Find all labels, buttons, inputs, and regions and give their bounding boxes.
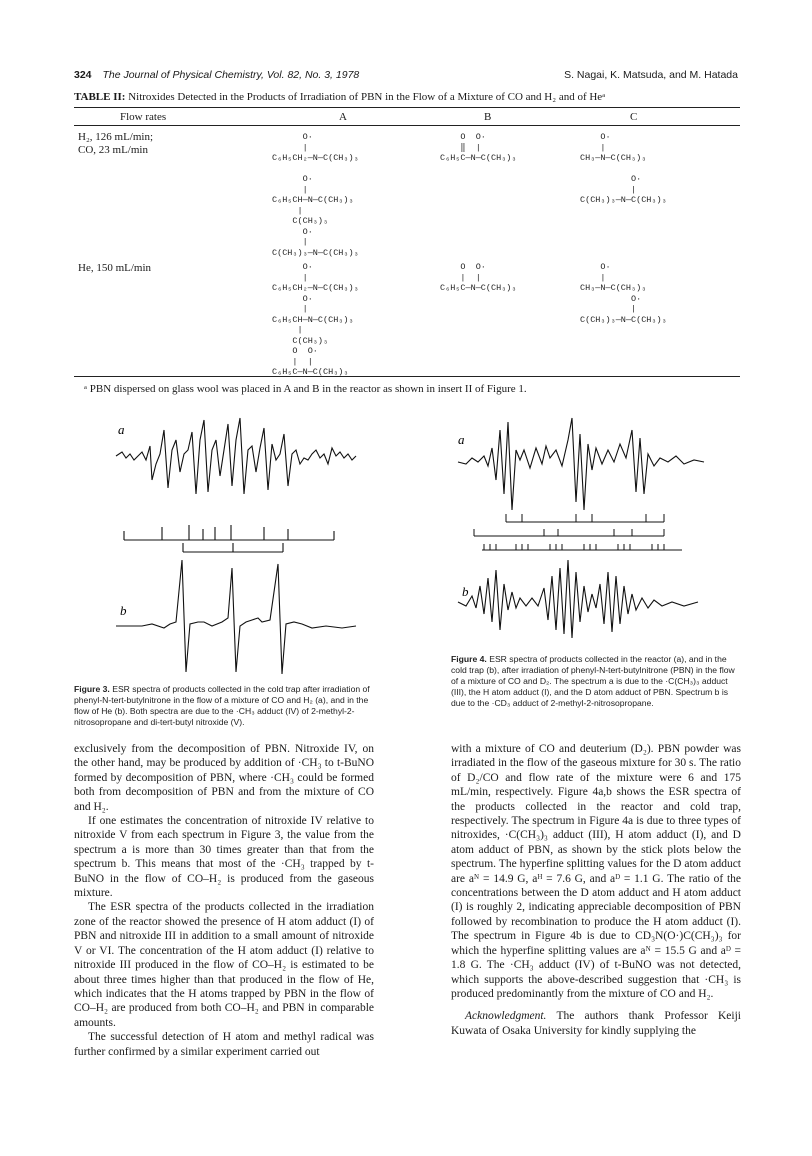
figure-3-spectrum-b — [116, 560, 356, 674]
acknowledgment-paragraph — [451, 1009, 741, 1038]
paragraph: If one estimates the concentration of nitroxide IV relative to nitroxide V from each spectrum in Figure 3, the value from the spectrum a is more than 30 times greater than that from the spectrum b. This means that most of the ·CH₃ trapped by t-BuNO in the flow of CO–H₂ is produced from the gaseous mixture. — [74, 815, 374, 900]
table-top-rule — [74, 107, 740, 108]
table-label: TABLE II: — [74, 91, 126, 103]
figure-4-caption-label: Figure 4. — [451, 654, 487, 664]
figure-3-spectrum-a — [116, 418, 356, 494]
table-cell-structure-c: O· | CH₃—N—C(CH₃)₃ O· | C(CH₃)₃—N—C(CH₃)₃ — [580, 262, 667, 325]
figure-3-label-b: b — [120, 603, 127, 618]
table-cell-structure-b: O O· | | C₆H₅C—N—C(CH₃)₃ — [440, 262, 517, 293]
figure-4-label-a: a — [458, 432, 465, 447]
figure-4-spectrum-a — [458, 418, 704, 510]
figure-3-stick-plot — [124, 525, 334, 552]
table-col-header-b: B — [484, 111, 492, 123]
table-caption: Nitroxides Detected in the Products of Irradiation of PBN in the Flow of a Mixture of CO and H₂ and of Heᵃ — [128, 91, 606, 103]
acknowledgment-text: The authors thank Professor Keiji Kuwata of Osaka University for kindly supplying the — [451, 1010, 741, 1037]
running-header-left — [74, 69, 359, 81]
paragraph: exclusively from the decomposition of PBN. Nitroxide IV, on the other hand, may be produced by addition of ·CH₃ to t-BuNO formed by decomposition of PBN, where ·CH₃ could be formed both from decomposition of PBN and from the mixture of CO and H₂. — [74, 743, 374, 813]
figure-4-stick-plot — [474, 514, 682, 550]
figure-4-label-b: b — [462, 584, 469, 599]
page-number: 324 — [74, 69, 92, 81]
row-flow-line2: CO, 23 mL/min — [78, 144, 148, 156]
body-column-left — [74, 742, 374, 1059]
table-row-label — [78, 131, 153, 157]
paragraph: The successful detection of H atom and methyl radical was further confirmed by a similar experiment carried out — [74, 1031, 374, 1058]
running-header-authors: S. Nagai, K. Matsuda, and M. Hatada — [564, 69, 738, 81]
figure-4-caption — [451, 654, 741, 709]
table-row-label — [78, 262, 151, 275]
table-cell-structure-b: O O· ‖ | C₆H₅C—N—C(CH₃)₃ — [440, 132, 517, 163]
row-flow-line1: H₂, 126 mL/min; — [78, 131, 154, 143]
figure-4-spectra — [454, 410, 718, 652]
figure-3-caption-text: ESR spectra of products collected in the cold trap after irradiation of phenyl-N-tert-butylnitrone in the flow of a mixture of CO and H₂ (a), and in the flow of He (b). Both spectra are due to the ·CH₃ adduct (IV) of 2-methyl-2-nitrosopropane and di-tert-butyl nitroxide (V). — [74, 684, 370, 727]
table-col-header-flow: Flow rates — [120, 111, 167, 123]
table-col-header-c: C — [630, 111, 638, 123]
table-col-header-a: A — [339, 111, 347, 123]
table-cell-structure-c: O· | CH₃—N—C(CH₃)₃ O· | C(CH₃)₃—N—C(CH₃)₃ — [580, 132, 667, 205]
acknowledgment-heading: Acknowledgment. — [465, 1010, 547, 1023]
table-footnote: ᵃ PBN dispersed on glass wool was placed in A and B in the reactor as shown in insert II of Figure 1. — [84, 383, 527, 395]
paragraph: with a mixture of CO and deuterium (D₂). PBN powder was irradiated in the flow of the gaseous mixture for 30 s. The ratio of D₂/CO and flow rate of the mixture were 6 and 175 mL/min, respectively. Figure 4a,b shows the ESR spectra of the products collected in the reactor and cold trap, respectively. The spectrum in Figure 4a is due to three types of nitroxides, ·C(CH₃)₃ adduct (III), H atom adduct (I), and D atom adduct of PBN, as shown by the stick plots below the spectrum. The hyperfine splitting values for the D atom adduct are aᴺ = 14.9 G, aᴴ = 7.6 G, and aᴰ = 1.1 G. The ratio of the concentrations between the D atom adduct and H atom adduct (I) is roughly 2, indicating appreciable decomposition of PBN followed by recombination to produce the H atom adduct (I). The spectrum in Figure 4b is due to CD₃N(O·)C(CH₃)₃ for which the hyperfine splitting values are aᴺ = 15.5 G and aᴰ = 1.8 G. The ·CH₃ adduct (IV) of t-BuNO was not detected, which supports the above-described suggestion that ·CH₃ is produced predominantly from the mixture of CO and H₂. — [451, 743, 741, 1000]
paragraph: The ESR spectra of the products collected in the irradiation zone of the reactor showed the presence of H atom adduct (I) of PBN and nitroxide III in addition to a small amount of nitroxide V or VI. The concentration of the H atom adduct (I) relative to nitroxide III produced in the flow of CO–H₂ is estimated to be about three times higher than that produced in the flow of He, which indicates that the H atoms trapped by PBN in the flow of CO–H₂ are produced from both CO–H₂ and PBN in comparable amounts. — [74, 901, 374, 1029]
figure-3-spectra — [112, 410, 374, 682]
figure-3-caption — [74, 684, 372, 728]
figure-4-caption-text: ESR spectra of products collected in the reactor (a), and in the cold trap (b), after irradiation of phenyl-N-tert-butylnitrone (PBN) in the flow of a mixture of CO and D₂. The spectrum a is due to the ·C(CH₃)₃ adduct (III), the H atom adduct (I), and the D atom adduct of PBN. Spectrum b is due to the ·CD₃ adduct of 2-methyl-2-nitrosopropane. — [451, 654, 735, 708]
figure-3-caption-label: Figure 3. — [74, 684, 110, 694]
figure-4-spectrum-b — [458, 560, 698, 638]
body-column-right — [451, 742, 741, 1038]
figure-3-label-a: a — [118, 422, 125, 437]
journal-citation: The Journal of Physical Chemistry, Vol. 82, No. 3, 1978 — [102, 69, 360, 81]
table-cell-structure-a: O· | C₆H₅CH₂—N—C(CH₃)₃ O· | C₆H₅CH—N—C(CH₃)₃ | C(CH₃)₃ O· | C(CH₃)₃—N—C(CH₃)₃ — [272, 132, 359, 258]
table-bottom-rule — [74, 376, 740, 377]
table-header-rule — [74, 125, 740, 126]
table-title — [74, 91, 605, 103]
table-cell-structure-a: O· | C₆H₅CH₂—N—C(CH₃)₃ O· | C₆H₅CH—N—C(CH₃)₃ | C(CH₃)₃ O O· | | C₆H₅C—N—C(CH₃)₃ — [272, 262, 359, 377]
row-flow-line1: He, 150 mL/min — [78, 262, 152, 274]
